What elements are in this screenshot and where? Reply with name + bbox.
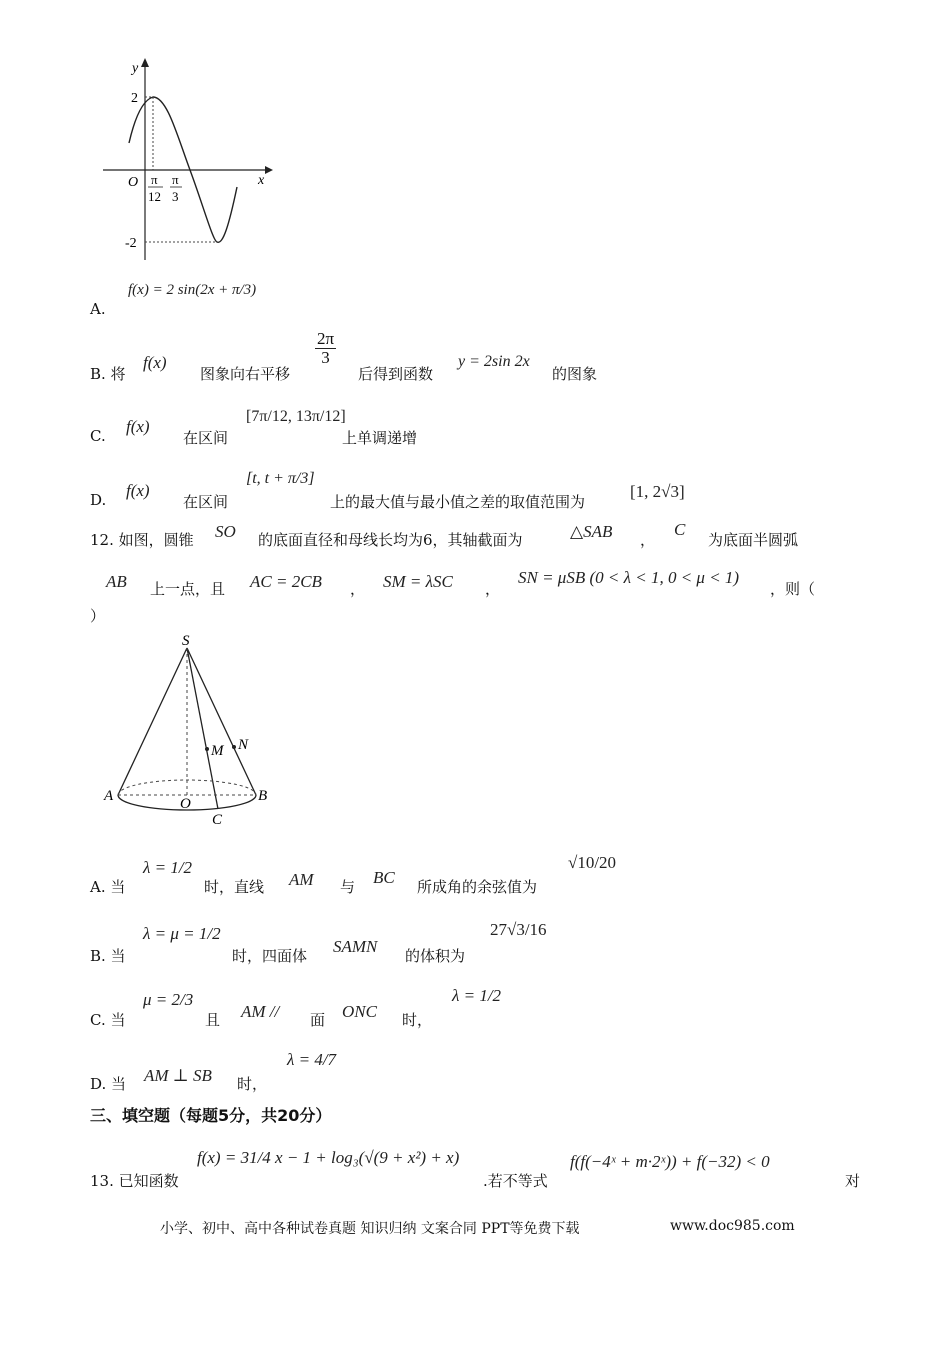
- q12-stem-1: 12. 如图，圆锥: [90, 531, 194, 549]
- q12-stem-5: ，则（: [770, 580, 816, 598]
- y-max-label: 2: [131, 91, 138, 106]
- q12-a-am: AM: [289, 870, 314, 889]
- q12-b-label: B. 当: [90, 947, 126, 965]
- q12-comma: ，: [640, 531, 656, 549]
- label-b: B: [258, 788, 268, 804]
- q12-c-text3: 时，: [402, 1011, 433, 1029]
- q13-function: f(x) = 31/4 x − 1 + log₃(√(9 + x²) + x): [197, 1148, 460, 1167]
- option-c-interval: [7π/12, 13π/12]: [246, 408, 346, 425]
- q13-inequality: f(f(−4ˣ + m·2ˣ)) + f(−32) < 0: [570, 1152, 770, 1171]
- q12-d-label: D. 当: [90, 1075, 127, 1093]
- section-heading: 三、填空题（每题5分，共20分）: [90, 1106, 332, 1125]
- q12-a-condition: λ = 1/2: [143, 858, 193, 877]
- q12-c-condition: μ = 2/3: [143, 990, 194, 1009]
- q12-c-text2: 面: [310, 1011, 326, 1029]
- q12-c-text1: 且: [205, 1011, 221, 1029]
- q13-stem-2: .若不等式: [483, 1172, 548, 1190]
- label-n: N: [238, 737, 249, 753]
- tick1-den: 12: [148, 189, 161, 204]
- option-d-text2: 上的最大值与最小值之差的取值范围为: [330, 493, 586, 511]
- option-d-text1: 在区间: [183, 493, 229, 511]
- q12-a-bc: BC: [373, 868, 395, 887]
- sine-graph: [95, 55, 280, 265]
- label-a: A: [104, 788, 114, 804]
- x-axis-label: x: [258, 173, 265, 188]
- q12-c-label: C. 当: [90, 1011, 126, 1029]
- q12-a-text1: 时，直线: [204, 878, 265, 896]
- label-s: S: [182, 633, 190, 649]
- y-min-label: -2: [125, 236, 137, 251]
- q12-c: C: [674, 520, 686, 539]
- q13-stem-1: 13. 已知函数: [90, 1172, 179, 1190]
- option-b-fraction: $\frac{2\pi}{3}$: [317, 329, 335, 367]
- q12-a-label: A. 当: [90, 878, 126, 896]
- q12-stem-6: ）: [90, 607, 106, 625]
- label-o: O: [180, 796, 191, 812]
- option-b-fx: f(x): [143, 353, 167, 372]
- q12-vector-sn: SN = μSB (0 < λ < 1, 0 < μ < 1): [518, 568, 740, 587]
- option-d-range: [1, 2√3]: [630, 482, 685, 501]
- option-b-func: y = 2sin 2x: [458, 353, 530, 370]
- option-a-formula: f(x) = 2 sin(2x + π/3): [128, 282, 257, 298]
- q12-triangle: △SAB: [570, 522, 613, 541]
- option-b-text3: 的图象: [552, 365, 598, 383]
- q12-vector-sm: SM = λSC: [383, 572, 453, 591]
- option-c-text2: 上单调递增: [342, 429, 418, 447]
- q12-b-text2: 的体积为: [405, 947, 466, 965]
- q12-a-value: √10/20: [568, 853, 617, 872]
- origin-label: O: [128, 175, 139, 190]
- q12-c-onc: ONC: [342, 1002, 377, 1021]
- q12-b-text1: 时，四面体: [232, 947, 308, 965]
- tick2-num: π: [172, 172, 179, 187]
- q12-d-text1: 时，: [237, 1075, 268, 1093]
- cone-figure: [98, 628, 288, 828]
- q12-b-samn: SAMN: [333, 937, 378, 956]
- q12-stem-3: 为底面半圆弧: [708, 531, 799, 549]
- option-c-label: C.: [90, 427, 106, 445]
- footer-site-link[interactable]: www.doc985.com: [670, 1218, 795, 1234]
- option-a-label: A.: [90, 300, 106, 318]
- q12-arc-relation: AC = 2CB: [250, 572, 322, 591]
- q12-so: SO: [215, 522, 236, 541]
- label-c: C: [212, 812, 223, 828]
- option-c-text1: 在区间: [183, 429, 229, 447]
- q12-a-text3: 所成角的余弦值为: [417, 878, 538, 896]
- option-b-label: B. 将: [90, 365, 126, 383]
- cone-edge-sb: [187, 648, 256, 795]
- tick1-num: π: [151, 172, 158, 187]
- footer-text: 小学、初中、高中各种试卷真题 知识归纳 文案合同 PPT等免费下载: [160, 1221, 580, 1237]
- label-m: M: [211, 743, 224, 759]
- q12-stem-2: 的底面直径和母线长均为6，其轴截面为: [258, 531, 523, 549]
- q13-stem-3: 对: [845, 1172, 861, 1190]
- y-axis-arrow: [141, 58, 149, 67]
- q12-d-value: λ = 4/7: [287, 1050, 337, 1069]
- q12-a-text2: 与: [340, 878, 356, 896]
- q12-b-value: 27√3/16: [490, 920, 547, 939]
- tick2-den: 3: [172, 189, 179, 204]
- option-c-fx: f(x): [126, 417, 150, 436]
- q12-c-value: λ = 1/2: [452, 986, 502, 1005]
- x-axis-arrow: [265, 166, 273, 174]
- y-axis-label: y: [132, 61, 139, 76]
- q12-b-condition: λ = μ = 1/2: [143, 924, 221, 943]
- option-d-fx: f(x): [126, 481, 150, 500]
- point-n: [232, 745, 236, 749]
- q12-stem-4: 上一点，且: [150, 580, 226, 598]
- q12-ab: AB: [106, 572, 127, 591]
- q12-d-condition: AM ⊥ SB: [144, 1066, 212, 1085]
- cone-edge-sa: [118, 648, 187, 795]
- option-d-interval: [t, t + π/3]: [246, 470, 315, 487]
- point-m: [205, 747, 209, 751]
- option-b-text1: 图象向右平移: [200, 365, 291, 383]
- cone-edge-sc: [187, 648, 218, 809]
- option-b-text2: 后得到函数: [358, 365, 434, 383]
- q12-c-am: AM //: [241, 1002, 280, 1021]
- option-d-label: D.: [90, 491, 107, 509]
